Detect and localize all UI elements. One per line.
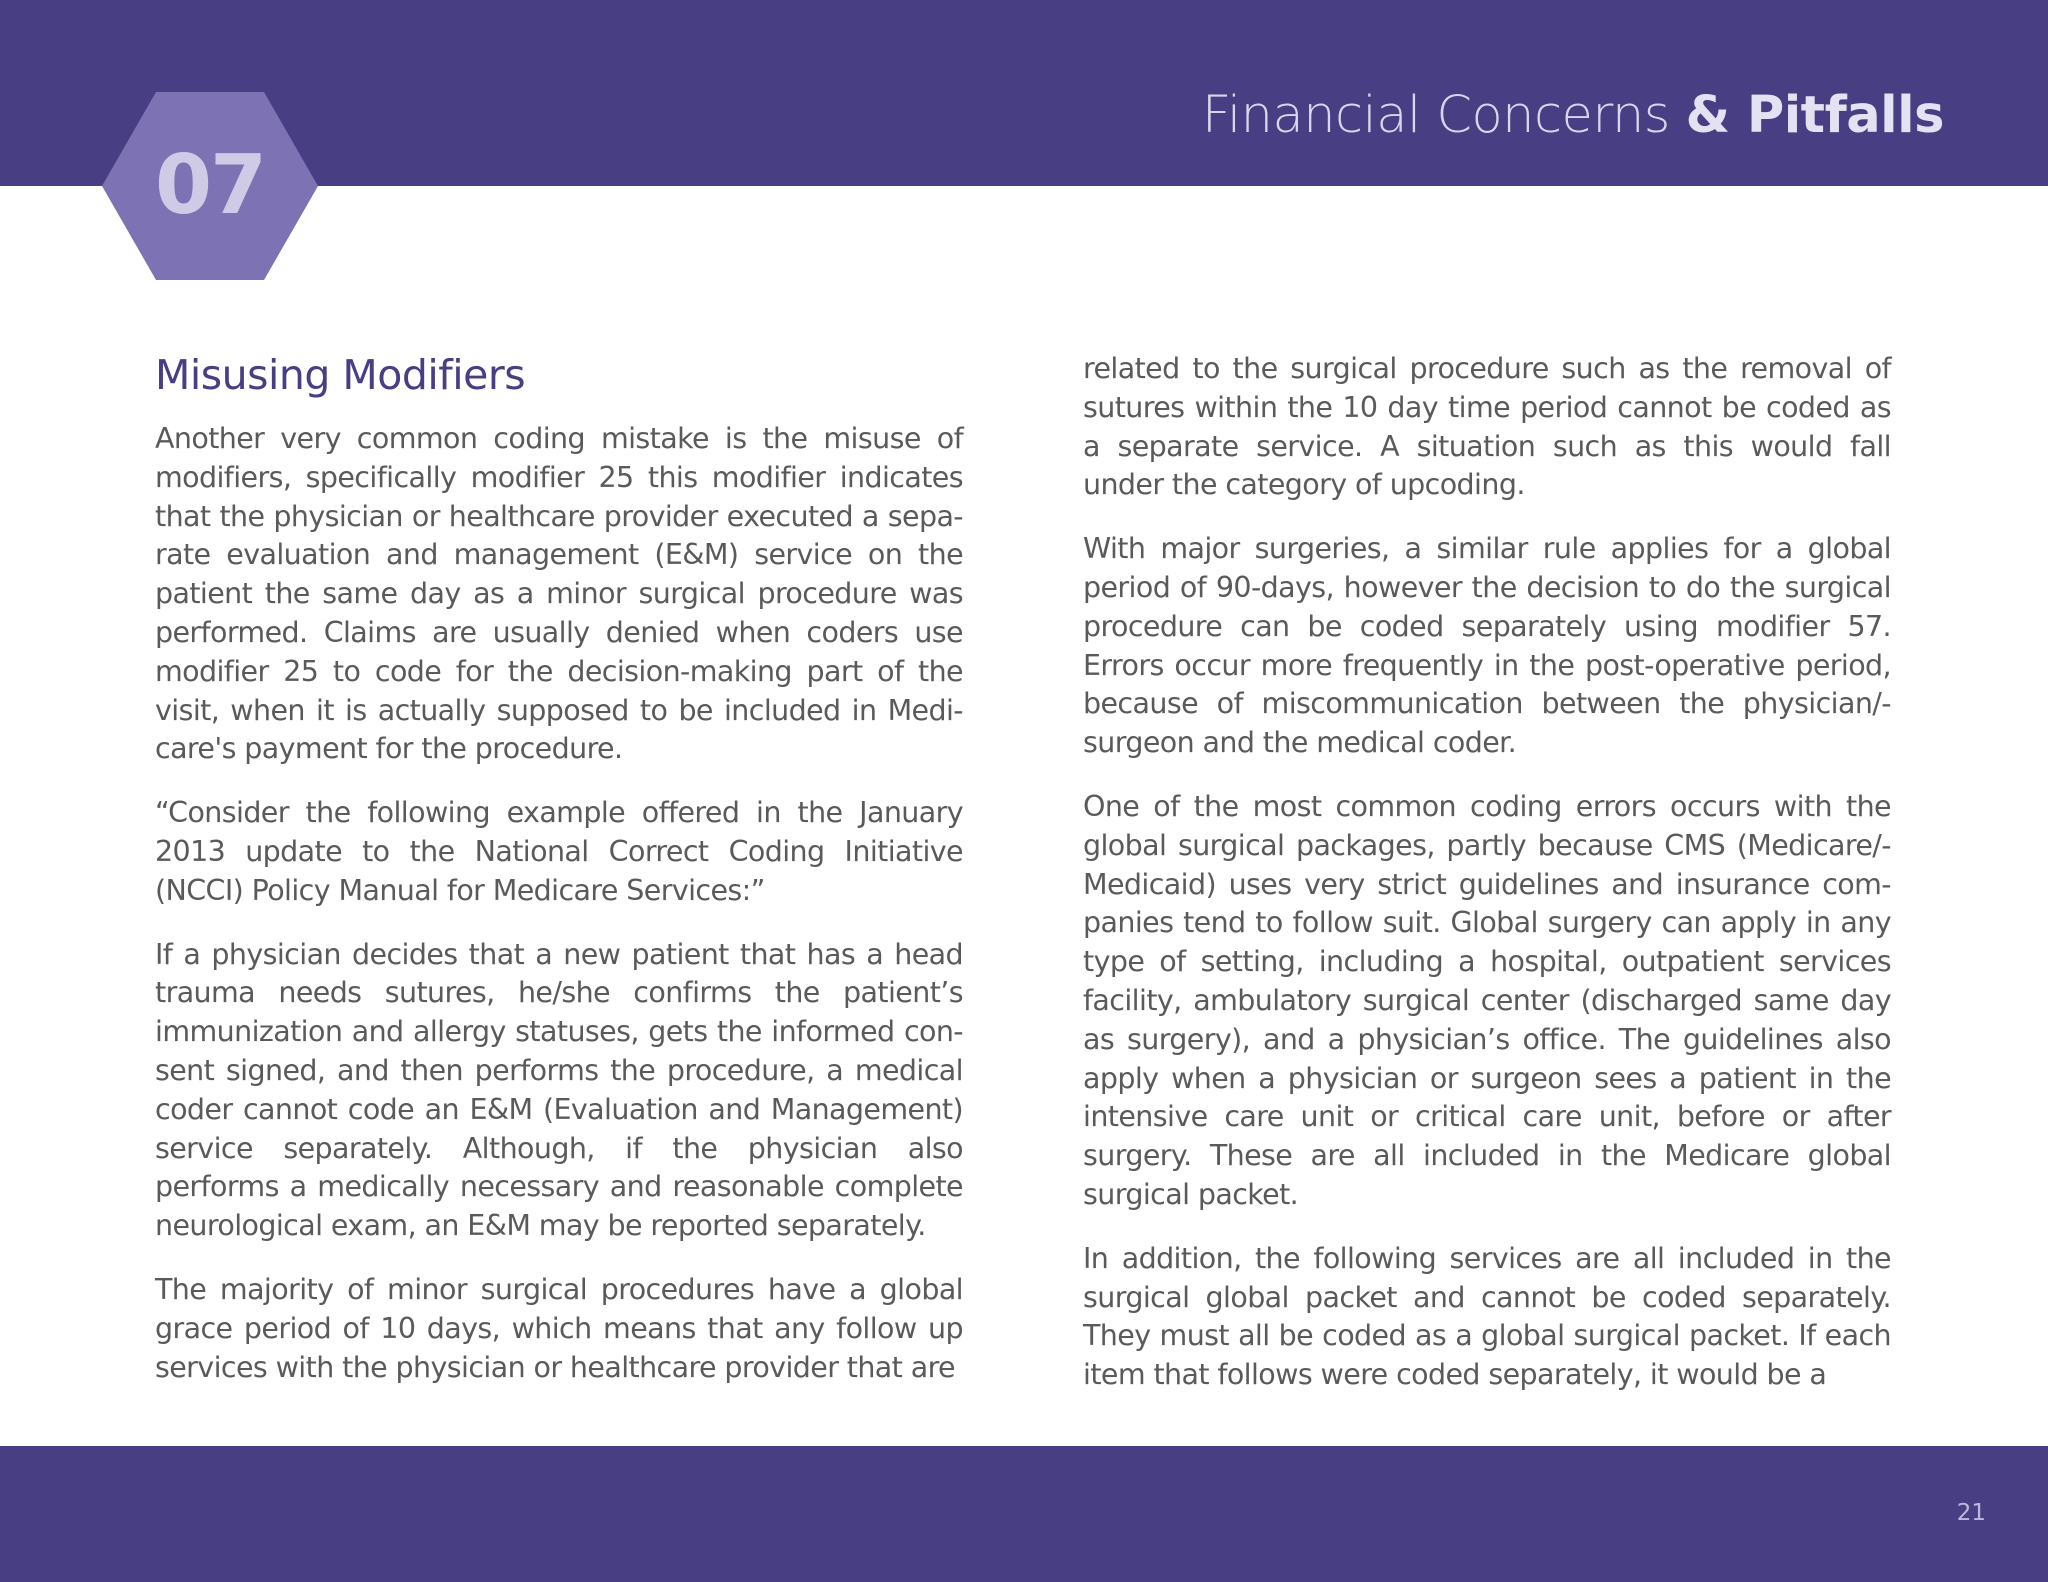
body-paragraph: If a physician decides that a new patient that has a head trauma needs sutures, he/she confirms the patient’s immunization and allergy statuses, gets the informed con-sent signed, and then performs the procedure, a medical coder cannot code an E&M (Evaluation and Management) service separately. Although, if the physician also performs a medically necessary and reasonable complete neurological exam, an E&M may be reported separately. — [155, 937, 963, 1243]
body-paragraph: Another very common coding mistake is the misuse of modifiers, specifically modifier 25 this modifier indicates that the physician or healthcare provider executed a sepa-rate evaluation and management (E&M) service on the patient the same day as a minor surgical procedure was performed. Claims are usually denied when coders use modifier 25 to code for the decision-making part of the visit, when it is actually supposed to be included in Medi-care's payment for the procedure. — [155, 422, 963, 766]
left-column — [155, 340, 963, 1412]
page-number: 21 — [1956, 1500, 1986, 1526]
chapter-badge — [102, 92, 318, 280]
body-paragraph: related to the surgical procedure such as the removal of sutures within the 10 day time period cannot be coded as a separate service. A situation such as this would fall under the category of upcoding. — [1083, 352, 1891, 502]
section-title-bold: & Pitfalls — [1685, 86, 1944, 145]
body-paragraph: With major surgeries, a similar rule applies for a global period of 90-days, however the decision to do the surgical procedure can be coded separately using modifier 57. Errors occur more frequently in the post-operative period, because of miscommunication between the physician/-surgeon and the medical coder. — [1083, 532, 1891, 760]
body-paragraph: “Consider the following example offered in the January 2013 update to the National Correct Coding Initiative (NCCI) Policy Manual for Medicare Services:” — [155, 796, 963, 907]
right-column — [1083, 350, 1891, 1420]
chapter-number: 07 — [154, 138, 266, 233]
body-paragraph: In addition, the following services are all included in the surgical global packet and cannot be coded separately. They must all be coded as a global surgical packet. If each item that follows were coded separately, it would be a — [1083, 1241, 1891, 1392]
section-title — [1202, 84, 1944, 148]
footer-band — [0, 1446, 2048, 1582]
section-title-light: Financial Concerns — [1201, 86, 1686, 145]
body-paragraph: The majority of minor surgical procedures have a global grace period of 10 days, which means that any follow up services with the physician or healthcare provider that are — [155, 1272, 963, 1384]
body-paragraph: One of the most common coding errors occurs with the global surgical packages, partly because CMS (Medicare/-Medicaid) uses very strict guidelines and insurance com-panies tend to follow suit. Global surgery can apply in any type of setting, including a hospital, outpatient services facility, ambulatory surgical center (discharged same day as surgery), and a physician’s office. The guidelines also apply when a physician or surgeon sees a patient in the intensive care unit or critical care unit, before or after surgery. These are all included in the Medicare global surgical packet. — [1083, 789, 1891, 1211]
section-heading: Misusing Modifiers — [155, 351, 526, 399]
